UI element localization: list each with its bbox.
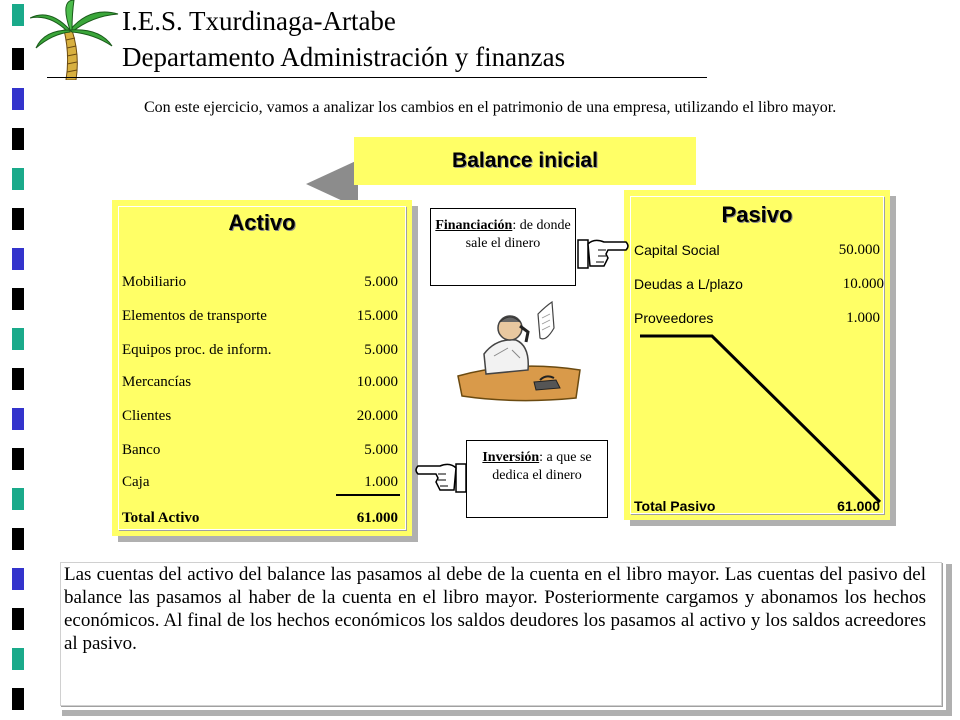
activo-title: Activo [228, 210, 296, 235]
pasivo-item-value: 50.000 [838, 242, 880, 258]
institution-title: I.E.S. Txurdinaga-Artabe [122, 6, 396, 36]
man-on-phone-illustration [456, 298, 582, 404]
inversion-note [466, 440, 608, 518]
activo-item-value: 10.000 [356, 374, 398, 390]
inversion-term: Inversión [482, 450, 540, 465]
pasivo-item-name: Proveedores [634, 310, 714, 326]
pasivo-item-name: Capital Social [634, 242, 720, 258]
activo-item-name: Mercancías [122, 374, 192, 390]
activo-item-value: 20.000 [356, 408, 398, 424]
activo-item-value: 1.000 [364, 474, 398, 490]
activo-total-value: 61.000 [356, 510, 398, 526]
palm-tree-logo [30, 0, 120, 80]
header-divider [47, 77, 707, 78]
activo-item-name: Banco [122, 442, 161, 458]
intro-text: Con este ejercicio, vamos a analizar los cambios en el patrimonio de una empresa, utilizando el libro mayor. [144, 99, 837, 116]
subtotal-underline [336, 494, 400, 496]
intro-paragraph [48, 98, 926, 118]
activo-item-name: Elementos de transporte [122, 308, 267, 324]
explanation-paragraph: Las cuentas del activo del balance las pasamos al debe de la cuenta en el libro mayor. Las cuentas del pasivo del balance las pasamos al haber de la cuenta en el libro mayor. Posteriormente cargamos y abonamos los hechos económicos. Al final de los hechos económicos los saldos deudores los pasamos al activo y los saldos acreedores al pasivo. [64, 564, 926, 654]
pasivo-item-value: 10.000 [842, 276, 884, 292]
activo-item-value: 5.000 [364, 342, 398, 358]
closing-line [624, 190, 890, 520]
activo-total-label: Total Activo [122, 510, 200, 526]
activo-item-name: Clientes [122, 408, 172, 424]
pasivo-item-name: Deudas a L/plazo [634, 276, 743, 292]
activo-item-value: 15.000 [356, 308, 398, 324]
activo-item-name: Mobiliario [122, 274, 187, 290]
activo-item-name: Caja [122, 474, 150, 490]
pasivo-panel [624, 190, 890, 520]
financiacion-term: Financiación [435, 218, 513, 233]
balance-inicial-banner: Balance inicial [354, 137, 696, 185]
activo-panel [112, 200, 412, 536]
pasivo-total-label: Total Pasivo [634, 498, 716, 514]
inversion-text: : a que se dedica el dinero [492, 450, 592, 483]
financiacion-note [430, 208, 576, 286]
activo-item-value: 5.000 [364, 442, 398, 458]
activo-item-name: Equipos proc. de inform. [122, 342, 272, 358]
pointing-hand-right-icon [576, 234, 630, 274]
activo-item-value: 5.000 [364, 274, 398, 290]
financiacion-text: : de donde sale el dinero [465, 218, 571, 251]
pasivo-title: Pasivo [721, 202, 793, 227]
pasivo-item-value: 1.000 [846, 310, 880, 326]
department-title: Departamento Administración y finanzas [122, 42, 566, 72]
pasivo-total-value: 61.000 [837, 498, 880, 514]
pointing-hand-left-icon [414, 458, 468, 498]
decorative-bullet-strip [0, 0, 38, 720]
